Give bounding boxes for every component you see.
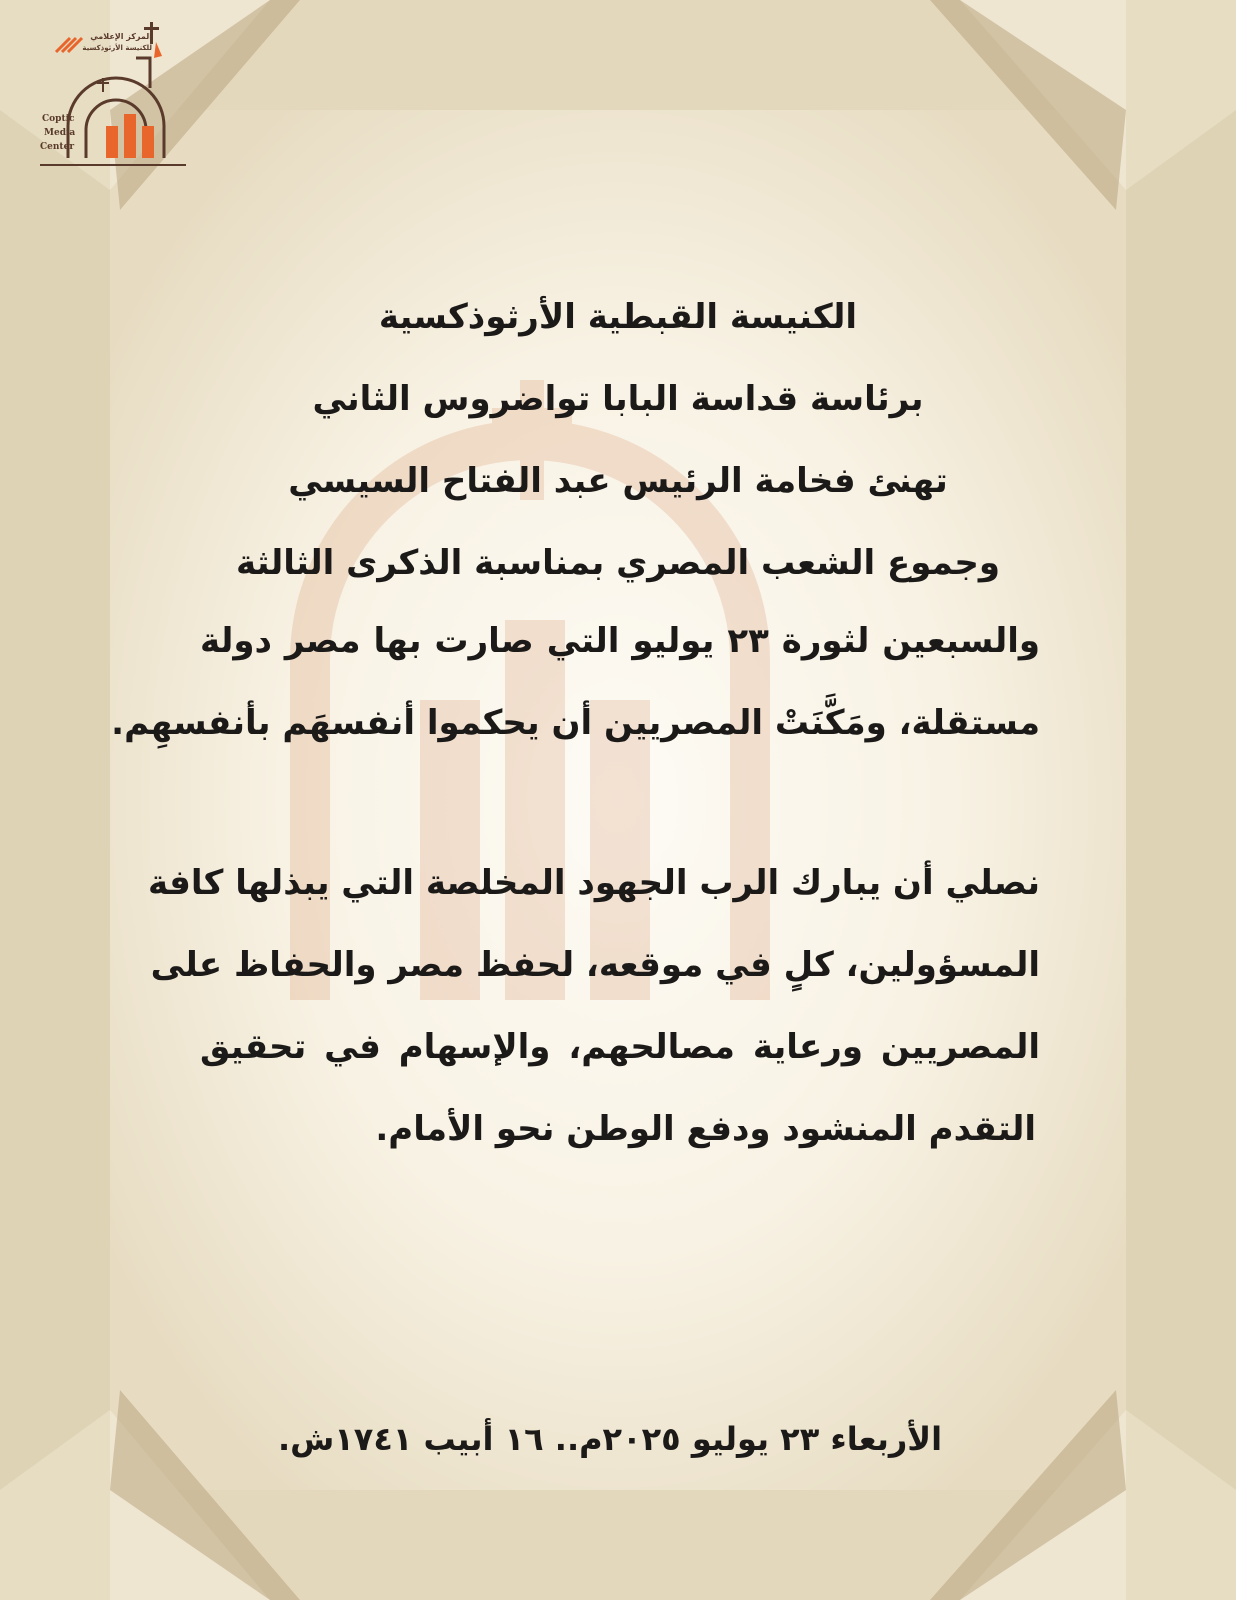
logo-english-line2: Media: [44, 128, 76, 138]
heading-church-name: الكنيسة القبطية الأرثوذكسية: [378, 297, 858, 337]
paragraph-line: التقدم المنشود ودفع الوطن نحو الأمام.: [375, 1109, 1036, 1149]
logo-arabic-line2: للكنيسة الأرثوذكسية: [82, 44, 152, 52]
paragraph-revolution: [111, 600, 1041, 764]
paragraph-prayer: [147, 842, 1040, 1170]
paragraph-line: مستقلة، ومَكَّنَتْ المصريين أن يحكموا أنفسهَم بأنفسهِم.: [111, 703, 1040, 743]
paragraph-line: نصلي أن يبارك الرب الجهود المخلصة التي يبذلها كافة: [147, 863, 1040, 903]
date-line: الأربعاء ٢٣ يوليو ٢٠٢٥م.. ١٦ أبيب ١٧٤١ش.: [277, 1420, 943, 1458]
paragraph-line: المصريين ورعاية مصالحهم، والإسهام في تحقيق: [200, 1027, 1040, 1067]
heading-pope-line: برئاسة قداسة البابا تواضروس الثاني: [312, 379, 924, 419]
paragraph-line: المسؤولين، كلٍ في موقعه، لحفظ مصر والحفاظ على: [150, 945, 1040, 985]
heading-block: [190, 276, 1046, 604]
logo-english-line3: Center: [40, 142, 75, 152]
logo-english-line1: Coptic: [42, 114, 75, 124]
paragraph-line: والسبعين لثورة ٢٣ يوليو التي صارت بها مصر دولة: [200, 621, 1041, 661]
heading-occasion-line: وجموع الشعب المصري بمناسبة الذكرى الثالثة: [235, 543, 1000, 583]
logo-arabic-line1: المركز الإعلامي: [90, 32, 152, 41]
heading-congratulation-line: تهنئ فخامة الرئيس عبد الفتاح السيسي: [288, 461, 948, 501]
logo-stripes: [56, 38, 82, 52]
coptic-media-center-logo: [36, 18, 192, 178]
